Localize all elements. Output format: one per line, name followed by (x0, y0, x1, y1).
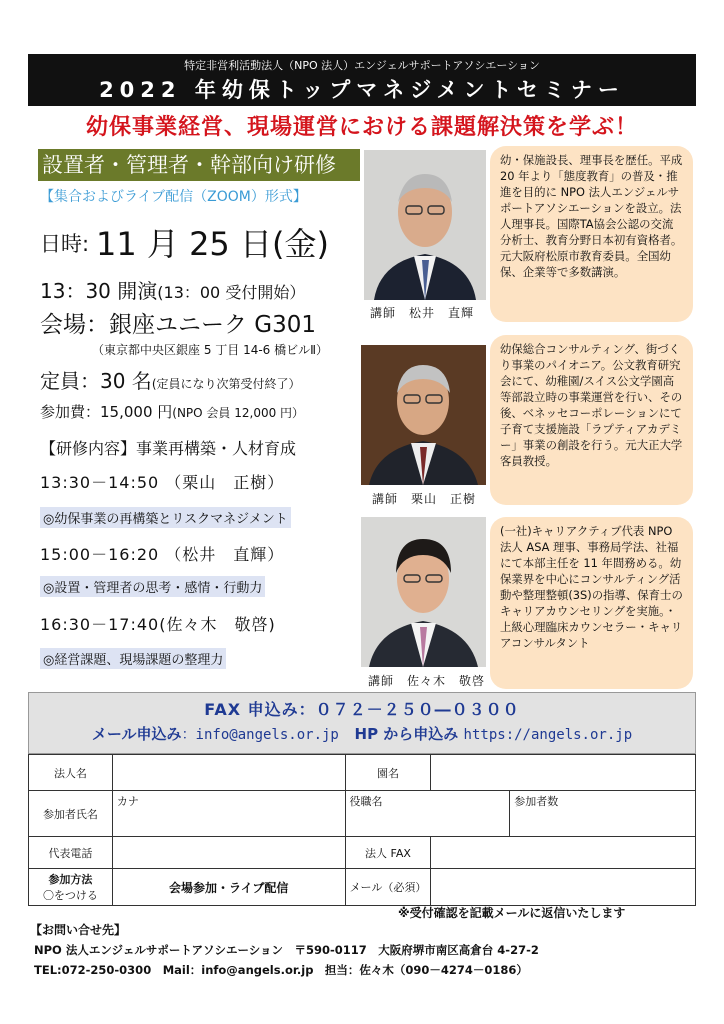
count-label: 参加者数 (514, 795, 559, 808)
mail-address-link[interactable]: ：info@angels.or.jp (181, 727, 339, 743)
corp-fax-label: 法人 FAX (345, 837, 431, 869)
event-date: 11 月 25 日(金) (96, 225, 329, 263)
session-time: 15:00－16:20 （松井 直輝） (40, 545, 285, 564)
content-label: 【研修内容】事業再構築・人材育成 (40, 439, 297, 458)
mail-label: メール申込み (91, 725, 182, 743)
instructor-bio: 幼保総合コンサルティング、街づくり事業のパイオニア。公文教育研究会にて、幼稚園/スイス公文学園高等部設立時の事業運営を行い、その後、ベネッセコーポレーションにて子育て支援施設「ラプティアカデミー」事業の創設を行う。元大正大学客員教授。 (490, 335, 693, 505)
venue-address: （東京都中央区銀座 5 丁目 14-6 橋ビルⅡ） (92, 343, 329, 357)
seminar-title: 2022 年幼保トップマネジメントセミナー (99, 78, 625, 102)
contact-phone-mail: TEL:072-250-0300 Mail：info@angels.or.jp 担当：佐々木（090－4274－0186） (34, 963, 528, 977)
capacity (40, 365, 301, 394)
organizer-name: 特定非営利活動法人（NPO 法人）エンジェルサポートアソシエーション (184, 59, 540, 72)
instructor-photo (364, 150, 486, 300)
position-field[interactable] (345, 791, 510, 837)
corp-name-label: 法人名 (29, 755, 113, 791)
phone-label: 代表電話 (29, 837, 113, 869)
venue: 会場：銀座ユニーク G301 (40, 312, 317, 338)
capacity-note: (定員になり次第受付終了） (151, 377, 301, 391)
reception-time: (13：00 受付開始） (157, 283, 306, 302)
email-label: メール（必須） (345, 869, 431, 906)
audience-badge: 設置者・管理者・幹部向け研修 (38, 149, 360, 181)
application-form (28, 754, 696, 906)
event-time (40, 275, 305, 304)
instructor-photo (361, 345, 486, 485)
start-time: 13：30 開演 (40, 279, 158, 303)
session-time: 16:30－17:40(佐々木 敬啓) (40, 615, 276, 634)
method-label: 参加方法 (48, 873, 93, 886)
format-note: 【集合およびライブ配信（ZOOM）形式】 (40, 189, 307, 205)
application-box (28, 692, 696, 754)
participant-label: 参加者氏名 (29, 791, 113, 837)
reply-note: ※受付確認を記載メールに返信いたします (398, 906, 626, 920)
contact-address: NPO 法人エンジェルサポートアソシエーション 〒590-0117 大阪府堺市南区高倉台 4-27-2 (34, 943, 539, 957)
school-name-label: 園名 (345, 755, 431, 791)
hp-label: HP から申込み (354, 725, 459, 743)
capacity-main: 定員：30 名 (40, 369, 152, 393)
instructor-bio: 幼・保施設長、理事長を歴任。平成 20 年より「態度教育」の普及・推進を目的に NPO 法人エンジェルサポートアソシエーションを設立。法人理事長。国際TA協会公認の交流分析士、教育分野日本初有資格者。元大阪府松原市教育委員。全国幼保、企業等で多数講演。 (490, 146, 693, 322)
header-banner (28, 54, 696, 106)
instructor-photo (361, 517, 486, 667)
date-label: 日時: (40, 232, 90, 256)
method-options[interactable]: 会場参加・ライブ配信 (112, 869, 345, 906)
fee-member: (NPO 会員 12,000 円） (172, 406, 305, 420)
fee-main: 参加費：15,000 円 (40, 403, 173, 421)
method-note: 〇をつける (42, 889, 98, 902)
count-field[interactable] (510, 791, 696, 837)
fax-application: FAX 申込み：０７２－２５０―０３００ (204, 700, 520, 719)
tagline: 幼保事業経営、現場運営における課題解決策を学ぶ！ (85, 115, 638, 140)
method-cell (29, 869, 113, 906)
kana-label: カナ (116, 795, 139, 808)
session-topic: ◎幼保事業の再構築とリスクマネジメント (40, 507, 291, 528)
participant-field[interactable] (112, 791, 345, 837)
session-topic: ◎設置・管理者の思考・感情・行動力 (40, 576, 265, 597)
position-label: 役職名 (349, 795, 383, 808)
instructor-bio: (一社)キャリアクティブ代表 NPO 法人 ASA 理事、事務局学法、社福にて本部主任を 11 年間務める。幼保業界を中心にコンサルティング活動や整理整頓(3S)の指導、保育士のキャリアカウンセリングを実施。・上級心理臨床カウンセラー・キャリアコンサルタント (490, 517, 693, 689)
phone-field[interactable] (112, 837, 345, 869)
hp-url-link[interactable]: https://angels.or.jp (463, 727, 633, 743)
school-name-field[interactable] (431, 755, 696, 791)
corp-name-field[interactable] (112, 755, 345, 791)
fee (40, 401, 304, 422)
corp-fax-field[interactable] (431, 837, 696, 869)
instructor-caption: 講師 栗山 正樹 (372, 492, 477, 506)
contact-heading: 【お問い合せ先】 (30, 923, 127, 937)
instructor-caption: 講師 佐々木 敬啓 (368, 674, 486, 688)
email-field[interactable] (431, 869, 696, 906)
session-topic: ◎経営課題、現場課題の整理力 (40, 648, 226, 669)
session-time: 13:30－14:50 （栗山 正樹） (40, 473, 285, 492)
online-application (29, 723, 695, 744)
instructor-caption: 講師 松井 直輝 (370, 306, 475, 320)
